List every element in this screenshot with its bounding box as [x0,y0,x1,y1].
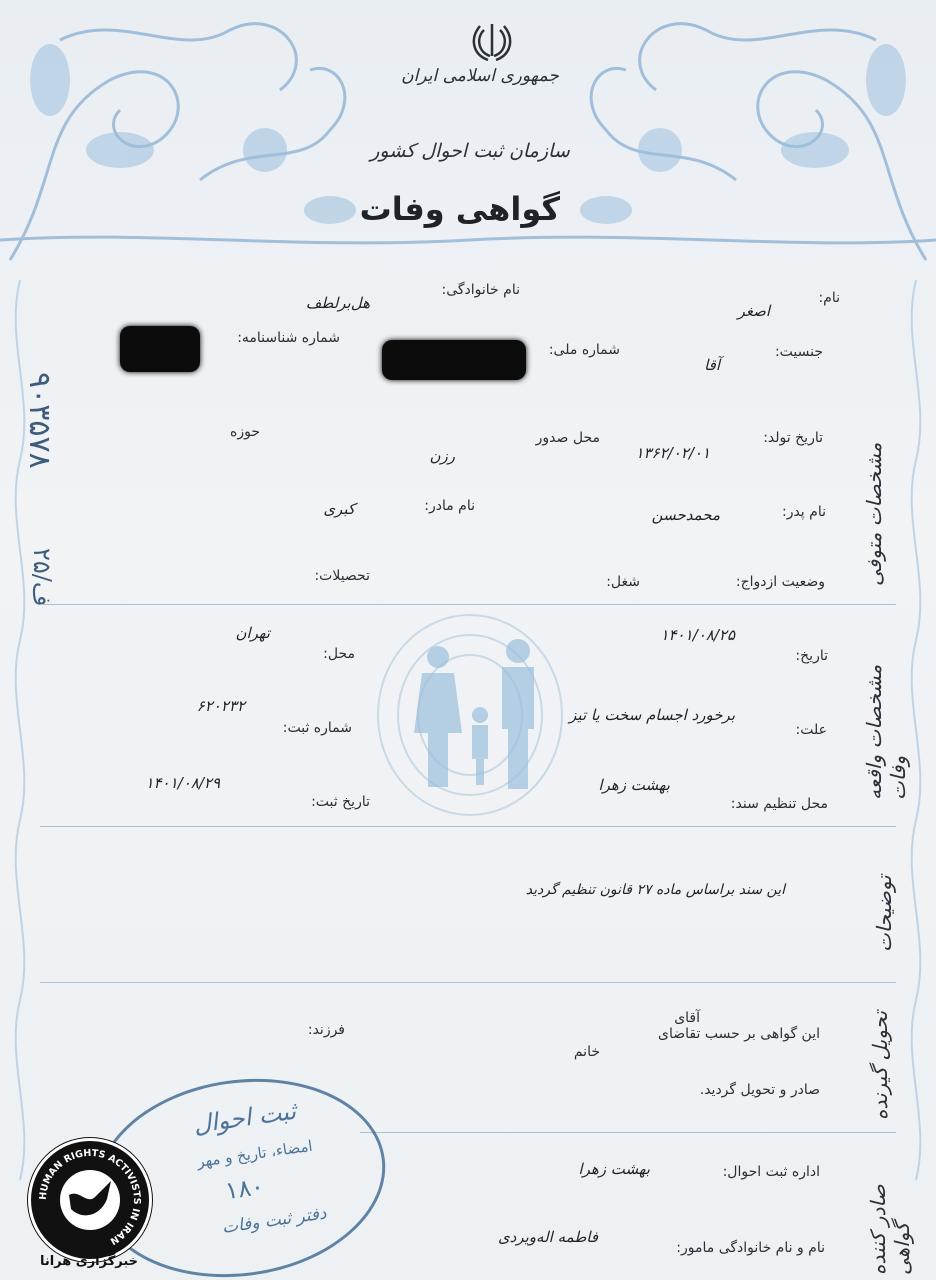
hrana-logo [28,1138,152,1262]
redacted-id-number [120,326,200,372]
death-cause-value: برخورد اجسام سخت یا تیز [569,706,735,724]
stamp-line-3: ۱۸۰ [223,1171,266,1206]
iran-emblem-icon [470,18,514,62]
recipient-name-value: خانم [573,1044,600,1060]
officer-name-value: فاطمه اله‌ویردی [497,1228,598,1246]
section-title-death: مشخصات واقعه وفات [862,664,910,800]
issue-place-label: محل صدور [535,430,600,446]
redacted-national-id [382,340,526,380]
stamp-line-2: امضاء، تاریخ و مهر [195,1136,314,1171]
job-label: شغل: [606,574,640,590]
registration-number-value: ۶۲۰۲۳۲ [196,697,245,715]
document-title: گواهی وفات [359,190,560,228]
family-name-value: هل‌برلطف [305,294,370,312]
document-place-value: بهشت زهرا [598,776,670,794]
divider [40,826,896,827]
child-of-label: فرزند: [307,1022,345,1038]
birth-date-value: ۱۳۶۲/۰۲/۰۱ [635,444,710,462]
gender-value: آقا [704,356,720,374]
honorific-text: آقای [674,1010,700,1026]
issue-place-value: رزن [429,447,455,465]
logo-caption: خبرگزاری هرانا [39,1254,139,1269]
notes-text: این سند براساس ماده ۲۷ قانون تنظیم گردید [525,882,785,898]
mother-name-label: نام مادر: [424,498,475,514]
request-text: این گواهی بر حسب تقاضای [658,1026,820,1042]
divider [40,982,896,983]
registry-office-value: بهشت زهرا [578,1160,650,1178]
id-number-label: شماره شناسنامه: [237,330,340,346]
section-title-issuer: صادر کننده گواهی [866,1184,914,1275]
divider [40,604,896,605]
hrana-logo-icon [31,1141,149,1259]
death-cause-label: علت: [795,722,827,738]
stamp-line-4: دفتر ثبت وفات [220,1203,328,1238]
document-place-label: محل تنظیم سند: [730,796,828,812]
section-title-identity: مشخصات متوفی [862,442,886,586]
registration-date-value: ۱۴۰۱/۰۸/۲۹ [145,774,220,792]
name-value: اصغر [737,302,770,320]
marital-status-label: وضعیت ازدواج: [735,574,825,590]
registration-number-label: شماره ثبت: [282,720,352,736]
section-title-notes: توضیحات [872,875,896,952]
father-name-value: محمدحسن [651,506,720,524]
death-place-value: تهران [235,624,270,642]
father-name-label: نام پدر: [781,504,826,520]
national-id-label: شماره ملی: [548,342,620,358]
education-label: تحصیلات: [314,568,370,584]
stamp-line-1: ثبت احوال [191,1096,298,1139]
logo-ring-text: HUMAN RIGHTS ACTIVISTS IN IRAN [37,1147,143,1247]
serial-number: ۹۰۳۵۷۸ [22,372,57,469]
organization-text: سازمان ثبت احوال کشور [370,140,570,162]
family-name-label: نام خانوادگی: [441,282,520,298]
death-date-value: ۱۴۰۱/۰۸/۲۵ [660,626,735,644]
name-label: نام: [818,290,840,306]
divider [360,1132,896,1133]
registry-office-label: اداره ثبت احوال: [722,1164,820,1180]
gender-label: جنسیت: [774,344,823,360]
death-date-label: تاریخ: [795,648,828,664]
republic-text: جمهوری اسلامی ایران [401,66,559,86]
family-watermark-icon [370,605,570,825]
section-title-recipient: تحویل گیرنده [868,1010,892,1120]
officer-name-label: نام و نام خانوادگی مامور: [676,1240,825,1256]
mother-name-value: کبری [323,500,355,518]
district-label: حوزه [230,424,260,440]
birth-date-label: تاریخ تولد: [763,430,823,446]
issued-text: صادر و تحویل گردید. [699,1082,820,1098]
serial-prefix: ۲۵/ف [28,548,56,607]
death-place-label: محل: [323,646,355,662]
registration-date-label: تاریخ ثبت: [311,794,370,810]
